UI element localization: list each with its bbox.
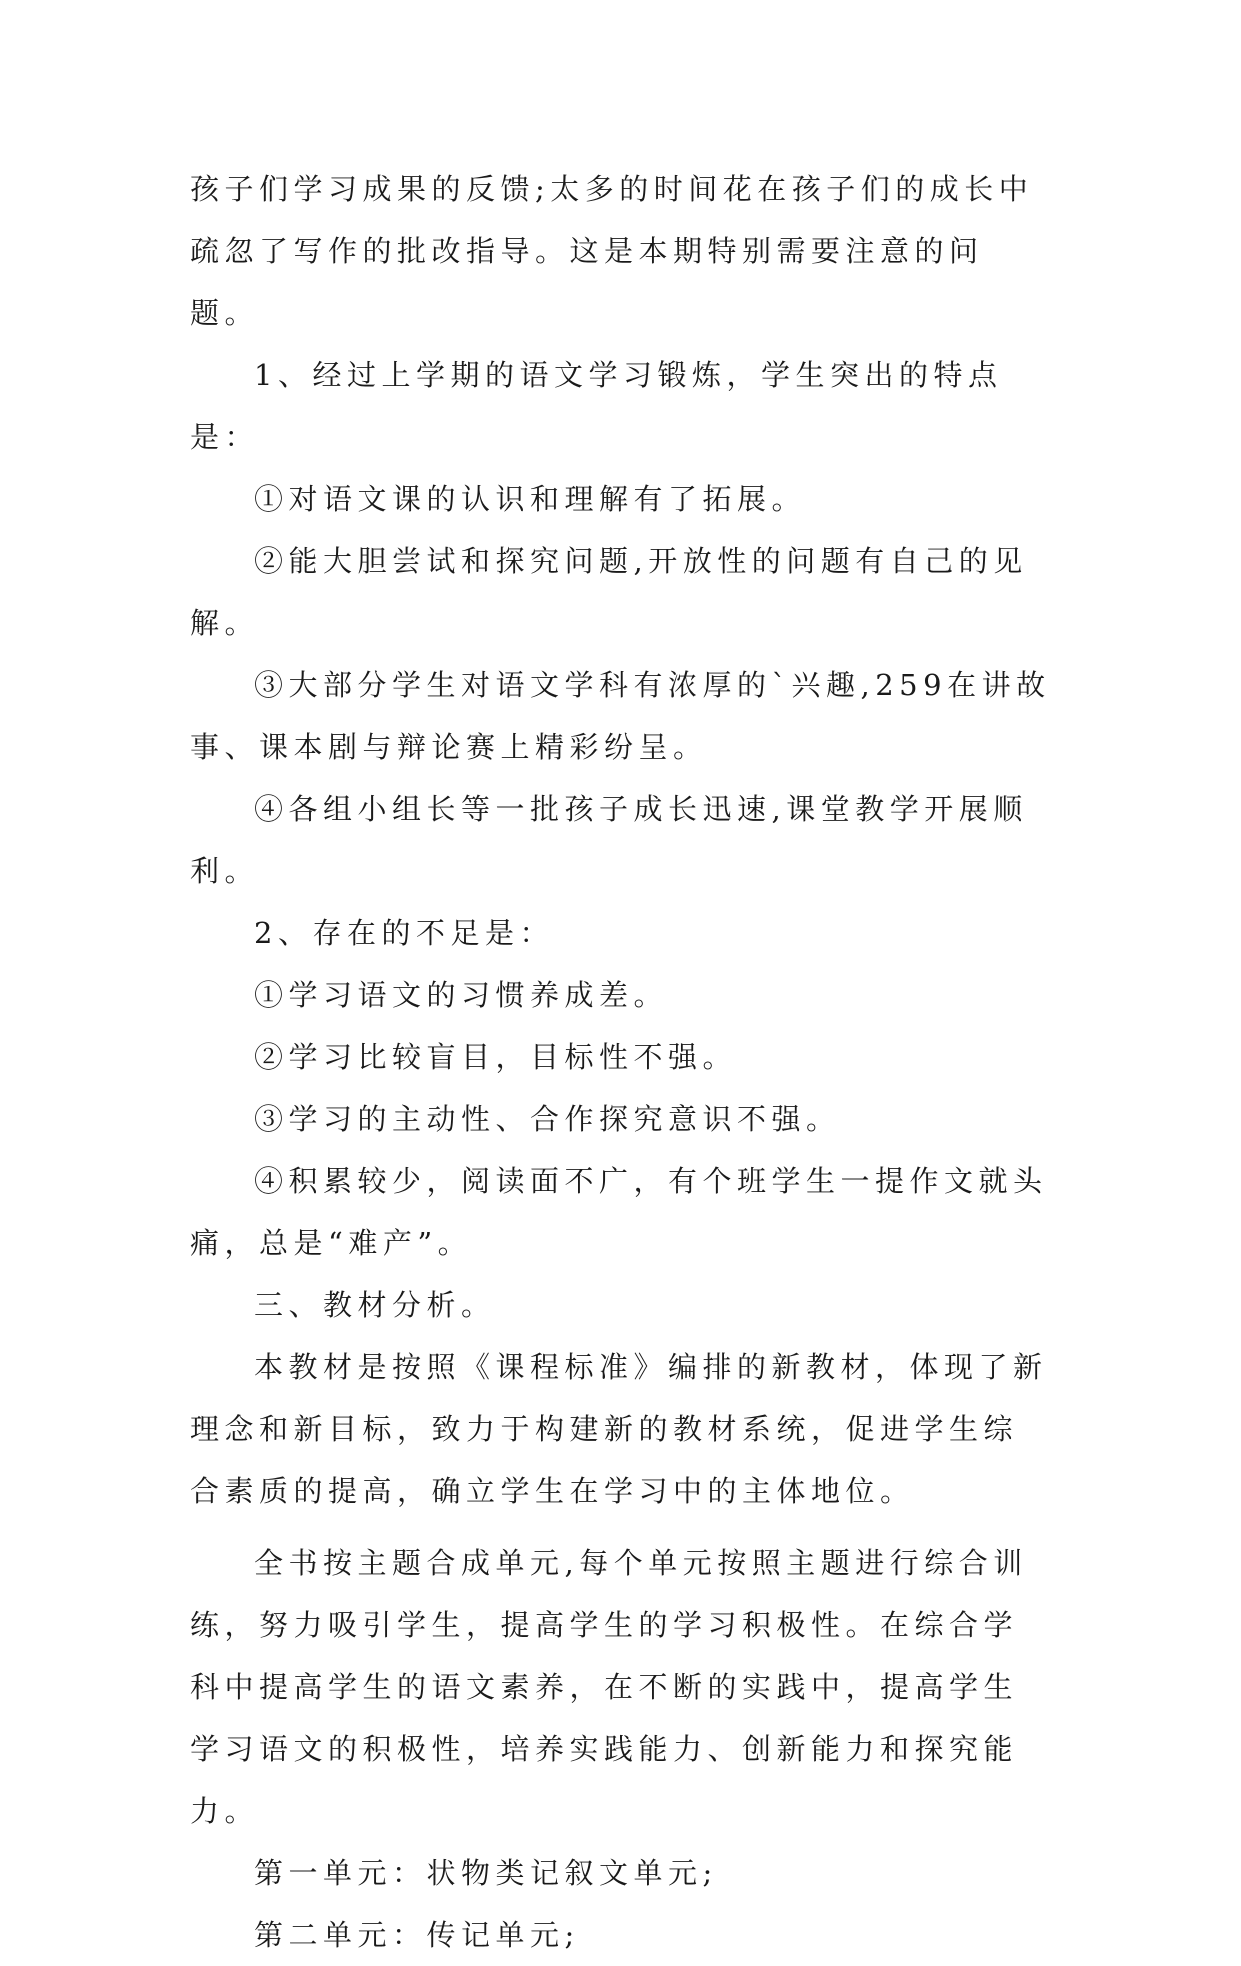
paragraph: ②学习比较盲目，目标性不强。 (254, 1040, 738, 1074)
paragraph: ④积累较少，阅读面不广，有个班学生一提作文就头痛，总是“难产”。 (190, 1164, 1048, 1260)
paragraph: ③大部分学生对语文学科有浓厚的`兴趣,259在讲故事、课本剧与辩论赛上精彩纷呈。 (190, 668, 1051, 764)
paragraph: ②能大胆尝试和探究问题,开放性的问题有自己的见解。 (190, 544, 1028, 640)
paragraph: ③学习的主动性、合作探究意识不强。 (254, 1102, 841, 1136)
paragraph: ①学习语文的习惯养成差。 (254, 978, 669, 1012)
paragraph: 孩子们学习成果的反馈;太多的时间花在孩子们的成长中疏忽了写作的批改指导。这是本期特别需要注意的问题。 (190, 172, 1034, 330)
paragraph: 第一单元：状物类记叙文单元; (254, 1856, 718, 1890)
paragraph: 本教材是按照《课程标准》编排的新教材，体现了新理念和新目标，致力于构建新的教材系统，促进学生综合素质的提高，确立学生在学习中的主体地位。 (190, 1350, 1048, 1508)
paragraph: 1、经过上学期的语文学习锻炼，学生突出的特点是： (190, 358, 1003, 454)
paragraph: 全书按主题合成单元,每个单元按照主题进行综合训练，努力吸引学生，提高学生的学习积极性。在综合学科中提高学生的语文素养，在不断的实践中，提高学生学习语文的积极性，培养实践能力、创新能力和探究能力。 (190, 1546, 1028, 1828)
document-body (190, 158, 1052, 1966)
paragraph: 2、存在的不足是： (254, 916, 554, 950)
section-heading: 三、教材分析。 (254, 1288, 496, 1322)
paragraph: 第二单元：传记单元; (254, 1918, 580, 1952)
paragraph: ①对语文课的认识和理解有了拓展。 (254, 482, 807, 516)
paragraph: ④各组小组长等一批孩子成长迅速,课堂教学开展顺利。 (190, 792, 1028, 888)
